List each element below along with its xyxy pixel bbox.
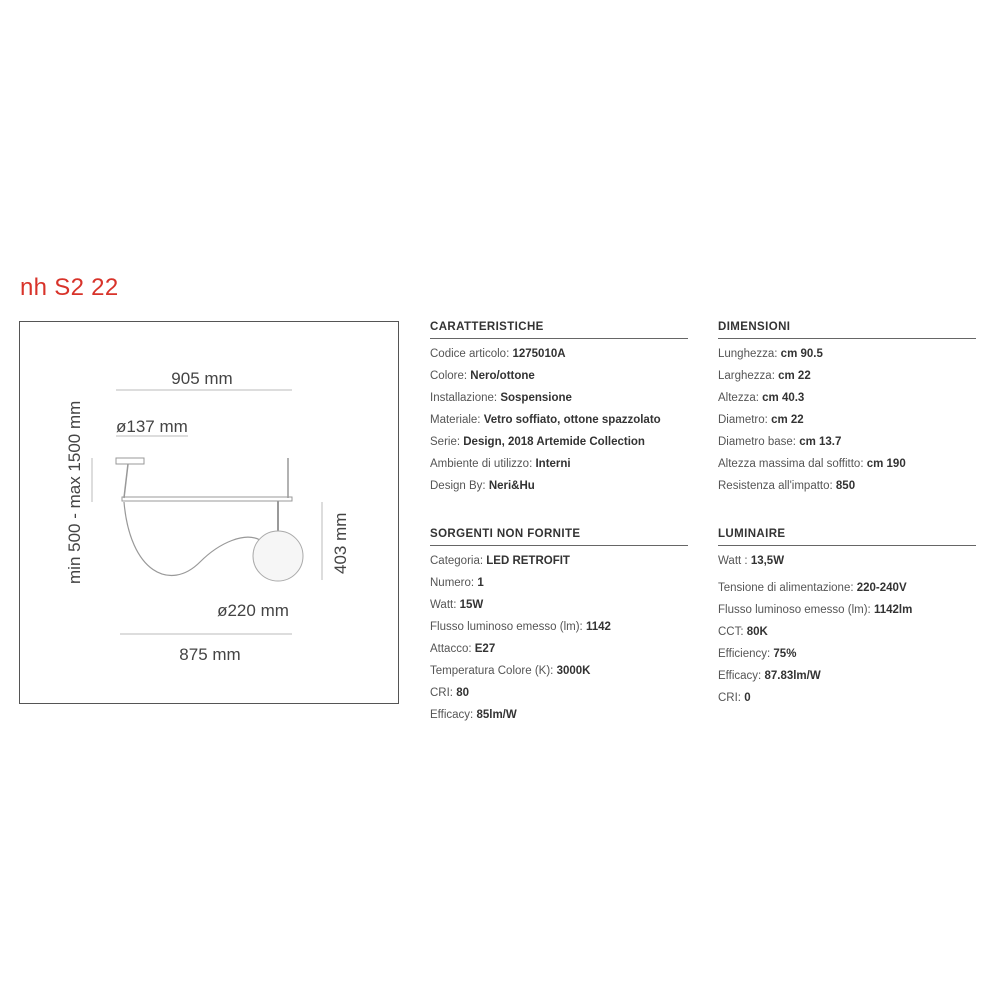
dim-sphere-diameter: ø220 mm bbox=[217, 601, 289, 620]
spec-row bbox=[430, 682, 688, 704]
spec-row bbox=[718, 475, 976, 497]
section-header: CARATTERISTICHE bbox=[430, 321, 688, 339]
product-title: nh S2 22 bbox=[20, 274, 119, 301]
spec-row bbox=[718, 409, 976, 431]
spec-row bbox=[430, 660, 688, 682]
spec-row bbox=[430, 343, 688, 365]
spec-label: Installazione: bbox=[430, 392, 498, 404]
drawing-svg bbox=[20, 322, 400, 705]
spec-label: Codice articolo: bbox=[430, 348, 510, 360]
spec-row bbox=[430, 475, 688, 497]
dim-width-top: 905 mm bbox=[171, 369, 233, 388]
section-sorgenti bbox=[430, 528, 688, 726]
dim-height-range: min 500 - max 1500 mm bbox=[65, 400, 84, 584]
spec-label: Resistenza all'impatto: bbox=[718, 480, 833, 492]
spec-value: 15W bbox=[459, 599, 484, 611]
spec-value: 1142lm bbox=[873, 604, 913, 616]
spec-label: CRI: bbox=[430, 687, 453, 699]
spec-row bbox=[430, 616, 688, 638]
spec-row bbox=[718, 343, 976, 365]
spec-row bbox=[718, 643, 976, 665]
spec-label: Lunghezza: bbox=[718, 348, 778, 360]
dim-width-bottom: 875 mm bbox=[179, 645, 241, 664]
spec-value: Sospensione bbox=[500, 392, 572, 404]
spec-row bbox=[718, 577, 976, 599]
spec-value: LED RETROFIT bbox=[486, 555, 570, 567]
spec-row bbox=[430, 453, 688, 475]
spec-value: 80K bbox=[746, 626, 768, 638]
spec-value: 80 bbox=[456, 687, 469, 699]
spec-value: 75% bbox=[773, 648, 797, 660]
spec-row bbox=[718, 687, 976, 709]
spec-value: 1142 bbox=[585, 621, 611, 633]
spec-row bbox=[718, 599, 976, 621]
spec-row bbox=[430, 431, 688, 453]
spec-label: Watt : bbox=[718, 555, 748, 567]
dim-height: 403 mm bbox=[331, 512, 350, 574]
spec-row bbox=[430, 594, 688, 616]
spec-label: Categoria: bbox=[430, 555, 484, 567]
spec-value: E27 bbox=[474, 643, 496, 655]
spec-label: Colore: bbox=[430, 370, 468, 382]
spec-label: Attacco: bbox=[430, 643, 472, 655]
spec-label: Altezza: bbox=[718, 392, 759, 404]
spec-value: 1275010A bbox=[512, 348, 566, 360]
spec-value: 1 bbox=[477, 577, 484, 589]
spec-row bbox=[718, 550, 976, 577]
spec-label: Flusso luminoso emesso (lm): bbox=[718, 604, 871, 616]
spec-label: Watt: bbox=[430, 599, 457, 611]
spec-row bbox=[430, 550, 688, 572]
spec-value: Interni bbox=[535, 458, 571, 470]
spec-value: cm 13.7 bbox=[799, 436, 842, 448]
technical-drawing bbox=[19, 321, 399, 704]
spec-row bbox=[430, 365, 688, 387]
spec-value: cm 40.3 bbox=[762, 392, 805, 404]
spec-value: Nero/ottone bbox=[470, 370, 535, 382]
spec-label: Efficacy: bbox=[430, 709, 474, 721]
spec-label: CRI: bbox=[718, 692, 741, 704]
spec-label: Materiale: bbox=[430, 414, 481, 426]
spec-label: Numero: bbox=[430, 577, 475, 589]
spec-value: Neri&Hu bbox=[488, 480, 535, 492]
spec-row bbox=[718, 665, 976, 687]
spec-label: Diametro: bbox=[718, 414, 768, 426]
spec-value: Vetro soffiato, ottone spazzolato bbox=[483, 414, 661, 426]
spec-row bbox=[430, 387, 688, 409]
spec-label: Serie: bbox=[430, 436, 461, 448]
glass-sphere bbox=[253, 531, 303, 581]
spec-row bbox=[718, 387, 976, 409]
spec-row bbox=[718, 431, 976, 453]
section-dimensioni bbox=[718, 321, 976, 497]
spec-label: Temperatura Colore (K): bbox=[430, 665, 554, 677]
section-header: LUMINAIRE bbox=[718, 528, 976, 546]
spec-value: 87.83lm/W bbox=[764, 670, 821, 682]
spec-value: cm 190 bbox=[866, 458, 906, 470]
spec-label: Tensione di alimentazione: bbox=[718, 582, 854, 594]
spec-row bbox=[718, 365, 976, 387]
spec-row bbox=[430, 572, 688, 594]
spec-label: Flusso luminoso emesso (lm): bbox=[430, 621, 583, 633]
power-cable bbox=[124, 502, 260, 576]
spec-value: 220-240V bbox=[856, 582, 907, 594]
section-header: DIMENSIONI bbox=[718, 321, 976, 339]
spec-row bbox=[718, 621, 976, 643]
spec-row bbox=[430, 409, 688, 431]
dim-base-diameter: ø137 mm bbox=[116, 417, 188, 436]
spec-value: cm 22 bbox=[778, 370, 811, 382]
spec-label: Design By: bbox=[430, 480, 486, 492]
spec-label: Efficacy: bbox=[718, 670, 762, 682]
spec-label: CCT: bbox=[718, 626, 744, 638]
ceiling-canopy bbox=[116, 458, 144, 464]
section-luminaire bbox=[718, 528, 976, 709]
section-caratteristiche bbox=[430, 321, 688, 497]
spec-row bbox=[430, 638, 688, 660]
spec-value: 0 bbox=[744, 692, 751, 704]
spec-label: Larghezza: bbox=[718, 370, 775, 382]
spec-value: cm 22 bbox=[771, 414, 804, 426]
horizontal-arm bbox=[122, 497, 292, 501]
spec-value: 85lm/W bbox=[476, 709, 517, 721]
spec-row bbox=[430, 704, 688, 726]
spec-label: Diametro base: bbox=[718, 436, 796, 448]
spec-label: Efficiency: bbox=[718, 648, 771, 660]
section-header: SORGENTI NON FORNITE bbox=[430, 528, 688, 546]
spec-value: 3000K bbox=[556, 665, 591, 677]
spec-value: Design, 2018 Artemide Collection bbox=[463, 436, 645, 448]
spec-value: 850 bbox=[835, 480, 856, 492]
suspension-cable-left bbox=[124, 464, 128, 498]
spec-value: 13,5W bbox=[750, 555, 785, 567]
spec-row bbox=[718, 453, 976, 475]
spec-label: Altezza massima dal soffitto: bbox=[718, 458, 864, 470]
spec-label: Ambiente di utilizzo: bbox=[430, 458, 533, 470]
spec-value: cm 90.5 bbox=[780, 348, 823, 360]
